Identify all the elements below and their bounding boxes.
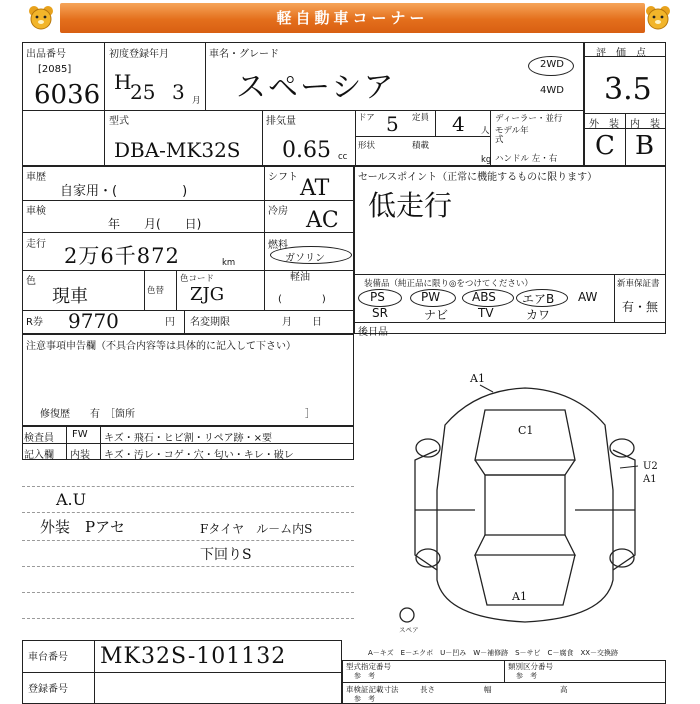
entry-label: 記入欄 [24,450,54,461]
shift-label: シフト [268,172,298,183]
mileage-value: 2万6千872 [64,244,180,268]
spare-label: スペア [399,626,419,634]
bear-mascot-icon [644,4,672,32]
load-label: 積載 [412,141,430,151]
model-grade-label: 車名・グレード [209,49,279,60]
model-name: スペーシア [236,70,396,105]
registration-era: H [114,70,132,94]
damage-mark-u2: U2 [643,461,658,472]
model-year-label: モデル年式 [495,126,529,145]
recycle-label: R券 [26,317,43,328]
interior-grade: B [635,131,655,161]
door-count: 5 [386,112,399,136]
recycle-value: 9770 [68,309,119,333]
door-label: ドア [358,113,375,123]
equip-ps: PS [370,290,385,304]
repair-history-label: 修復歴 有 ［箇所 ］ [40,409,315,420]
damage-legend: A－キズ E－エクボ U－凹み W－補修跡 S－サビ C－腐食 XX－交換跡 [368,649,619,657]
lot-number: 6036 [34,80,101,110]
lot-sub-number: [2085] [38,64,72,75]
damage-mark-a1-rear: A1 [512,590,527,603]
notes-label: 注意事項申告欄（不具合内容等は具体的に記入して下さい） [26,341,296,352]
equip-pw: PW [421,290,441,304]
length-label: 長さ [420,685,435,694]
drive-2wd: 2WD [540,59,564,70]
capacity-unit: 人 [481,126,490,136]
displacement-unit: cc [338,152,348,162]
recycle-unit: 円 [165,317,175,328]
height-label: 高 [560,685,568,694]
capacity-label: 定員 [412,113,430,123]
inspector-fw: FW [72,429,88,440]
page-title: 軽自動車コーナー [276,9,429,27]
type-cert-sub: 参 考 [354,672,375,680]
color-value: 現車 [52,286,88,307]
mileage-label: 走行 [26,239,46,250]
fuel-gasoline: ガソリン [285,253,325,264]
entry-interior: 内装 [70,450,90,461]
chassis-number: MK32S-101132 [100,644,287,669]
grade-score: 3.5 [604,72,652,107]
warranty-label: 新車保証書 [617,279,660,289]
history-label: 車歴 [26,172,46,183]
dealer-label: ディーラー・並行 [495,114,563,124]
note-line-1: A.U [56,490,87,509]
drive-4wd: 4WD [540,85,564,96]
class-sub: 参 考 [516,672,537,680]
inspection-value: 年 月( 日) [108,217,202,231]
shape-label: 形状 [358,141,376,151]
entry-interior-items: キズ・汚レ・コゲ・穴・匂い・キレ・破レ [104,450,294,461]
bear-mascot-icon [27,4,55,32]
width-label: 幅 [484,685,492,694]
fuel-label: 燃料 [268,240,288,251]
class-label: 類別区分番号 [508,662,553,671]
type-label: 型式 [109,116,129,127]
load-unit: kg [481,155,492,165]
exterior-grade: C [595,131,615,161]
aircon-value: AC [306,208,339,233]
displacement-label: 排気量 [266,116,296,127]
first-registration-label: 初度登録年月 [109,49,169,60]
name-change-label: 名変期限 [190,317,230,328]
fuel-bracket: ( ) [278,294,326,305]
vehicle-cert-label: 車検証記載寸法 [346,685,399,694]
sales-point-label: セールスポイント（正常に機能するものに限ります） [358,172,598,183]
equip-aw: AW [578,290,598,304]
chassis-label: 車台番号 [28,652,68,663]
color-change-label: 色替 [147,286,165,296]
inspector-label: 検査員 [24,433,54,444]
shift-value: AT [300,176,330,201]
grade-label: 評 価 点 [596,48,646,59]
damage-mark-a1-side: A1 [643,474,657,485]
handle-label: ハンドル 左・右 [495,154,558,164]
registration-number-label: 登録番号 [28,684,68,695]
damage-mark-a1-front: A1 [470,372,485,385]
equip-abs: ABS [472,290,496,304]
inspection-label: 車検 [26,206,46,217]
aircon-label: 冷房 [268,206,288,217]
exterior-label: 外 装 [589,119,619,130]
history-value: 自家用・( ) [60,184,188,199]
registration-month: 3 [172,80,185,104]
name-change-unit: 月 日 [282,317,322,328]
equipment-label: 装備品（純正品に限り◎をつけてください） [364,279,533,289]
equip-airbag: エアB [522,292,555,306]
car-damage-diagram [395,370,665,640]
warranty-value: 有・無 [622,300,659,314]
sales-point-text: 低走行 [368,189,453,222]
lot-number-label: 出品番号 [26,49,66,60]
damage-mark-c1: C1 [518,424,534,437]
displacement-value: 0.65 [282,138,331,163]
equip-tv: TV [478,306,494,320]
mileage-unit: km [222,258,236,268]
equip-leather: カワ [526,308,551,322]
inspector-fw-items: キズ・飛石・ヒビ割・リペア跡・×要 [104,433,272,444]
type-value: DBA-MK32S [114,138,241,162]
note-line-3: Fタイヤ ル－ム内S [200,522,313,536]
equip-sr: SR [372,306,388,320]
month-unit: 月 [192,96,201,106]
rear-items-label: 後日品 [358,327,388,338]
color-code: ZJG [190,284,225,305]
color-label: 色 [26,276,36,287]
equip-navi: ナビ [424,308,449,322]
note-line-2: 外装 Pアセ [40,518,125,536]
type-cert-label: 型式指定番号 [346,662,391,671]
vehicle-cert-sub: 参 考 [354,695,375,703]
registration-year: 25 [130,80,156,104]
fuel-diesel: 軽油 [290,272,310,283]
interior-label: 内 装 [630,119,660,130]
color-code-label: 色コード [180,274,215,284]
note-line-4: 下回りS [200,547,252,563]
capacity-value: 4 [452,112,465,136]
